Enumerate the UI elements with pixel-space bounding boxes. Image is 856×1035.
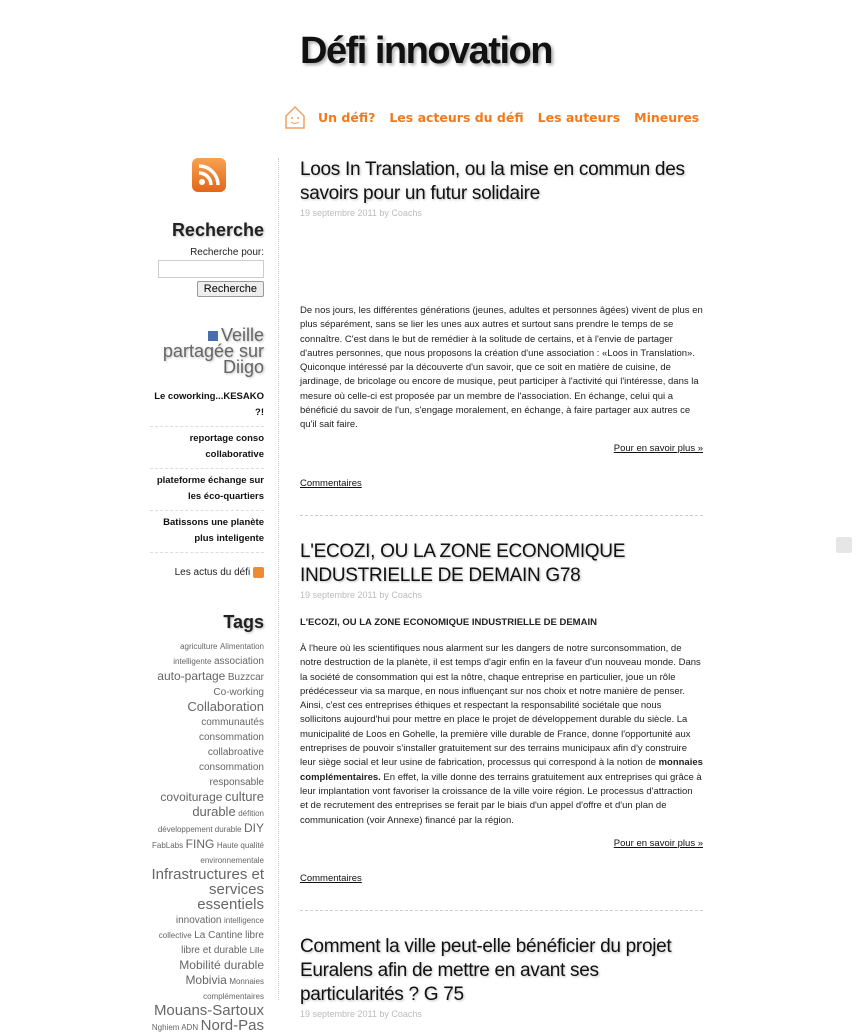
sidebar <box>150 158 264 1035</box>
rss-icon[interactable] <box>192 158 226 192</box>
post-subheading: L'ECOZI, OU LA ZONE ECONOMIQUE INDUSTRIELLE DE DEMAIN <box>300 616 597 628</box>
tag-link[interactable]: agriculture <box>180 641 218 651</box>
tag-link[interactable]: association <box>213 655 264 667</box>
tag-link[interactable]: Co-working <box>213 686 264 698</box>
tag-link[interactable]: Nghiem ADN <box>151 1022 199 1032</box>
tag-link[interactable]: intelligence collective <box>158 915 264 940</box>
tag-link[interactable]: collabroative <box>207 746 264 758</box>
search-heading: Recherche <box>171 220 264 240</box>
tag-link[interactable]: Buzzcar <box>227 671 264 683</box>
nav-acteurs[interactable]: Les acteurs du défi <box>389 109 524 125</box>
post <box>300 540 703 884</box>
main-nav <box>284 104 713 130</box>
tag-link[interactable]: Infrastructures et services essentiels <box>151 865 264 913</box>
comments-link[interactable]: Commentaires <box>300 872 362 884</box>
tag-link[interactable]: développement durable <box>157 824 242 834</box>
column-divider <box>278 158 279 1000</box>
site-title[interactable]: Défi innovation <box>300 30 552 72</box>
search-label: Recherche pour: <box>190 247 264 258</box>
post-body: De nos jours, les différentes générations (jeunes, adultes et personnes âgées) vivent de plus en plus séparément, sans se lier les unes aux autres et surtout sans prendre le temps de se connaître. C'est dans le but de remédier à la solitude de certains, et à l'envie de partager d'autres personnes, que nous proposons la création d'une association : «Loos in Translation». Quiconque intéressé par la découverte d'un savoir, que ce soit en matière de cuisine, de jardinage, de bricolage ou encore de musique, peut participer à l'activité qui l'intéresse, dans la mesure où celle-ci est proposée par un membre de l'association. En échange, celui qui a bénéficié du savoir de l'un, s'engage moralement, en échange, à faire partager aux autres ce qu'il sait faire. <box>300 305 703 431</box>
divider <box>300 910 703 911</box>
diigo-icon <box>208 331 218 341</box>
read-more-link[interactable]: Pour en savoir plus » <box>613 442 703 454</box>
list-item: Batissons une planète plus inteligente <box>150 511 264 553</box>
tag-link[interactable]: communautés <box>201 716 264 728</box>
divider <box>300 515 703 516</box>
tag-link[interactable]: défition <box>238 808 264 818</box>
tag-link[interactable]: libre et durable <box>181 944 248 956</box>
post <box>300 935 703 1019</box>
post-title[interactable]: Loos In Translation, ou la mise en commun des savoirs pour un futur solidaire <box>300 159 685 204</box>
tag-link[interactable]: Lille <box>249 945 264 955</box>
list-item: reportage conso collaborative <box>150 427 264 469</box>
tag-link[interactable]: Alimentation intelligente <box>173 641 264 666</box>
tag-link[interactable]: Mobivia <box>185 972 227 987</box>
tag-link[interactable]: culture durable <box>192 788 264 819</box>
diigo-heading: Veille partagée sur Diigo <box>162 324 264 377</box>
tag-link[interactable]: innovation <box>175 914 222 926</box>
post-body: À l'heure où les scientifiques nous alarment sur les dangers de notre surconsommation, de notre destruction de la planète, il est temps d'agir enfin en la faveur d'un nouveau monde. Dans la société de consommation qui est la nôtre, chaque entreprise en particulier, joue un rôle prédécesseur via sa marque, en nous influençant sur nos choix et notre manière de penser. Ainsi, c'est ces entreprises éthiques et respectant la responsabilité sociétale que nous sollicitons aujourd'hui pour mettre en place le projet de développement durable du siècle. La municipalité de Loos en Gohelle, la première ville durable de France, donne l'opportunité aux entreprises de pouvoir s'installer gratuitement sur des terrains municipaux afin d'y construire leur siège social et leur usine de fabrication, processus qui correspond à la notion de monnaies complémentaires. En effet, la ville donne des terrains gratuitement aux entreprises qui grâce à leur implantation vont favoriser la croissance de la ville voire région. Le processus d'attraction et de recrutement des entreprises se ferait par le biais d'un appel d'offre et d'un plan de communication (voir Annexe) financé par la région. <box>300 642 703 826</box>
post-title[interactable]: Comment la ville peut-elle bénéficier du projet Euralens afin de mettre en avant ses particularités ? G 75 <box>300 935 672 1005</box>
tag-link[interactable]: Mouans-Sartoux <box>153 1001 264 1019</box>
comments-link[interactable]: Commentaires <box>300 477 362 489</box>
post <box>300 158 703 489</box>
tag-link[interactable]: Nord-Pas <box>200 1016 264 1034</box>
tag-link[interactable]: FING <box>185 836 215 851</box>
tag-link[interactable]: Monnaies complémentaires <box>203 976 264 1001</box>
tag-link[interactable]: consommation responsable <box>198 761 264 788</box>
home-icon[interactable] <box>284 104 306 130</box>
rss-icon[interactable] <box>253 567 264 578</box>
list-item: Le coworking...KESAKO ?! <box>150 385 264 427</box>
tag-link[interactable]: auto-partage <box>157 668 226 683</box>
tags-heading: Tags <box>223 611 264 632</box>
tag-link[interactable]: consommation <box>198 731 264 743</box>
tag-link[interactable]: covoiturage <box>160 789 223 804</box>
tag-link[interactable]: La Cantine <box>194 929 243 941</box>
post-title[interactable]: L'ECOZI, OU LA ZONE ECONOMIQUE INDUSTRIELLE DE DEMAIN G78 <box>300 540 626 586</box>
search-button[interactable]: Recherche <box>197 281 264 297</box>
tag-link[interactable]: Mobilité durable <box>179 957 264 972</box>
nav-un-defi[interactable]: Un défi? <box>318 109 376 125</box>
post-meta: 19 septembre 2011 by Coachs <box>300 1008 422 1019</box>
tag-link[interactable]: libre <box>245 929 264 941</box>
tag-cloud <box>150 639 264 1035</box>
read-more-link[interactable]: Pour en savoir plus » <box>613 837 703 849</box>
tag-link[interactable]: Haute qualité environnementale <box>200 840 264 865</box>
diigo-widget <box>150 324 264 553</box>
post-meta: 19 septembre 2011 by Coachs <box>300 208 422 218</box>
nav-auteurs[interactable]: Les auteurs <box>537 109 621 125</box>
tag-link[interactable]: FabLabs <box>152 840 184 850</box>
feed-link[interactable]: Les actus du défi <box>150 567 264 578</box>
tag-link[interactable]: Collaboration <box>187 698 264 714</box>
search-input[interactable] <box>158 260 264 278</box>
main-content <box>300 158 703 1019</box>
post-meta: 19 septembre 2011 by Coachs <box>300 589 422 600</box>
tag-link[interactable]: DIY <box>243 820 264 835</box>
feedback-tab-icon[interactable] <box>836 537 852 553</box>
list-item: plateforme échange sur les éco-quartiers <box>150 469 264 511</box>
nav-mineures[interactable]: Mineures <box>634 109 700 125</box>
